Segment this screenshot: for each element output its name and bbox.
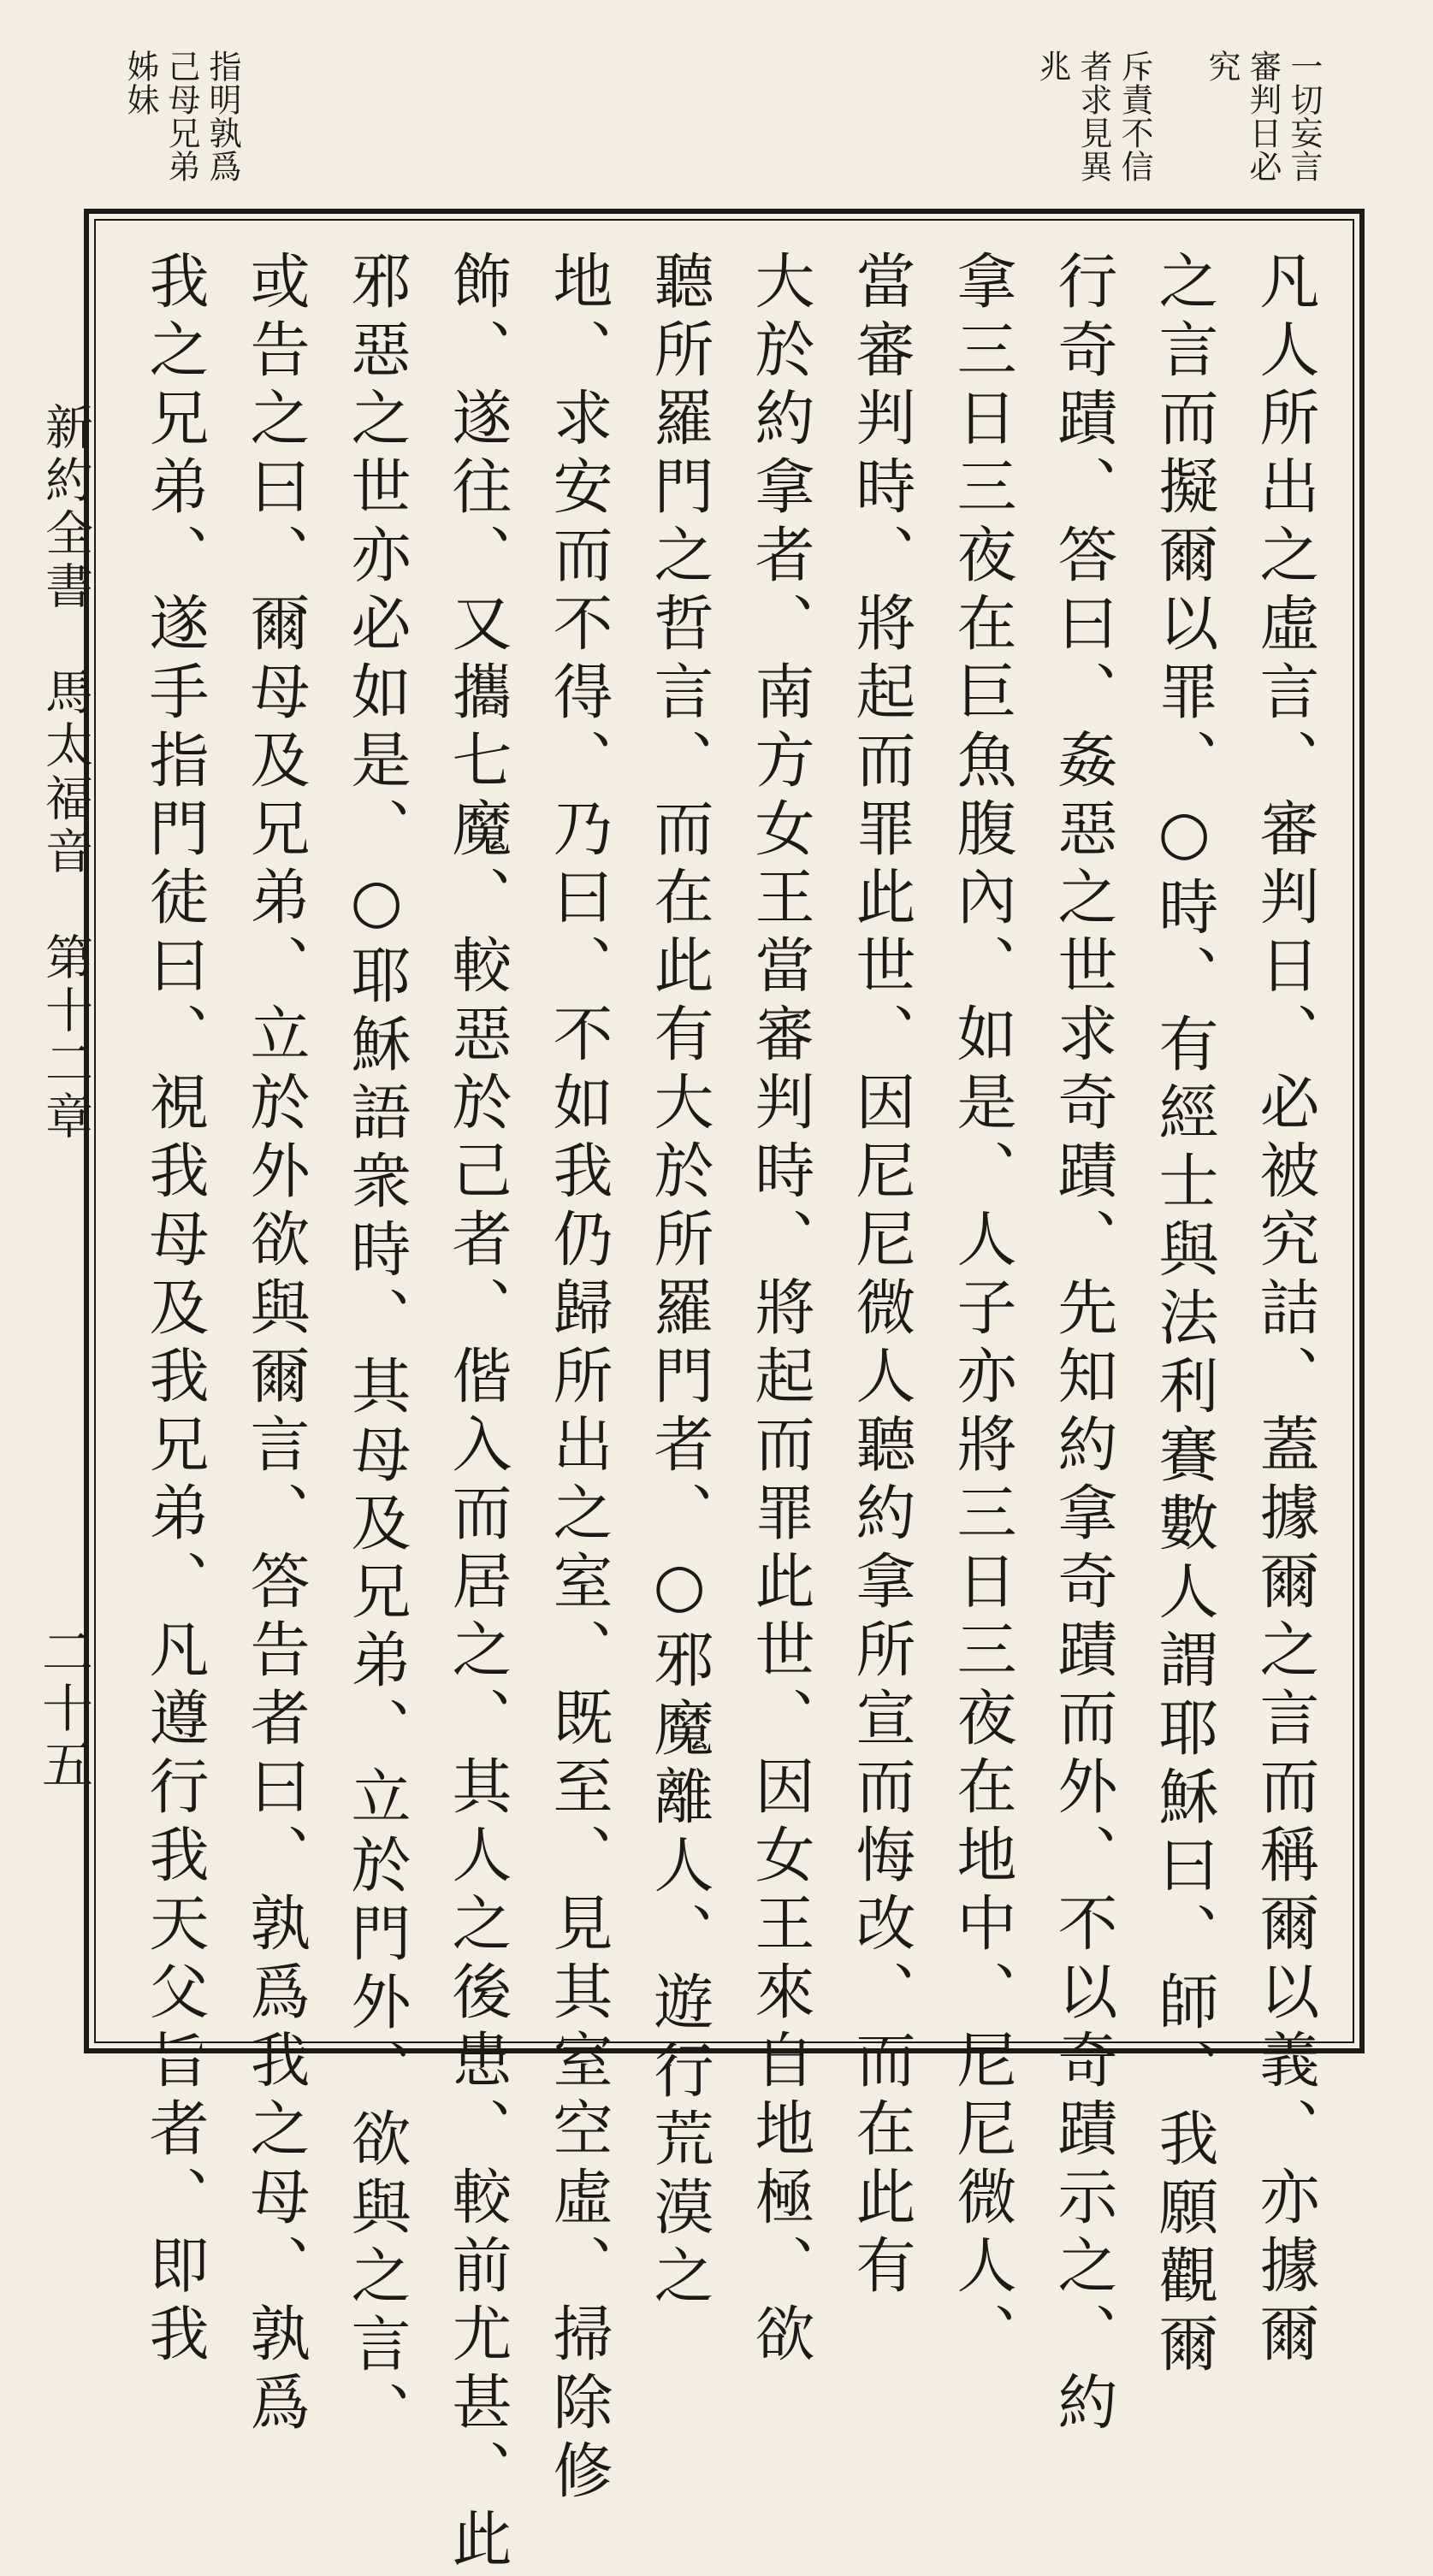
top-note-column: 兆 — [1033, 50, 1071, 83]
top-note-column: 一切妄言 — [1285, 50, 1323, 183]
top-note-column: 審判日必 — [1244, 50, 1282, 183]
top-note-middle — [1032, 50, 1155, 183]
text-column: 或告之曰、爾母及兄弟、立於外欲與爾言、答告者曰、孰爲我之母、孰爲 — [240, 250, 311, 2439]
top-note-column: 姊妹 — [121, 50, 159, 116]
text-column: 飾、遂往、又攜七魔、較惡於己者、偕入而居之、其人之後患、較前尤甚、此 — [442, 250, 512, 2576]
text-column: 聽所羅門之哲言、而在此有大於所羅門者、○邪魔離人、遊行荒漠之 — [644, 250, 714, 2313]
text-column: 邪惡之世亦必如是、○耶穌語衆時、其母及兄弟、立於門外、欲與之言、 — [341, 250, 412, 2449]
text-column: 地、求安而不得、乃曰、不如我仍歸所出之室、既至、見其室空虛、掃除修 — [543, 250, 613, 2508]
top-note-column: 指明孰爲 — [204, 50, 241, 183]
text-column: 當審判時、將起而罪此世、因尼尼微人聽約拿所宣而悔改、而在此有 — [846, 250, 916, 2302]
top-note-right — [1201, 50, 1324, 183]
text-column: 大於約拿者、南方女王當審判時、將起而罪此世、因女王來自地極、欲 — [745, 250, 815, 2371]
page-number: 二十五 — [33, 1625, 93, 1794]
text-column: 行奇蹟、答曰、姦惡之世求奇蹟、先知約拿奇蹟而外、不以奇蹟示之、約 — [1048, 250, 1118, 2439]
top-note-left — [120, 50, 243, 183]
text-column: 之言而擬爾以罪、○時、有經士與法利賽數人謂耶穌曰、師、我願觀爾 — [1149, 250, 1219, 2381]
text-column: 我之兄弟、遂手指門徒曰、視我母及我兄弟、凡遵行我天父旨者、即我 — [139, 250, 210, 2371]
top-note-column: 己母兄弟 — [163, 50, 200, 183]
text-column: 拿三日三夜在巨魚腹內、如是、人子亦將三日三夜在地中、尼尼微人、 — [947, 250, 1017, 2371]
running-title: 新約全書 馬太福音 第十二章 — [38, 402, 93, 1144]
top-note-column: 者求見異 — [1075, 50, 1112, 183]
text-column: 凡人所出之虛言、審判日、必被究詰、蓋據爾之言而稱爾以義、亦據爾 — [1250, 250, 1320, 2371]
main-text-block — [124, 250, 1335, 2576]
top-note-column: 斥責不信 — [1116, 50, 1153, 183]
top-note-column: 究 — [1203, 50, 1241, 83]
